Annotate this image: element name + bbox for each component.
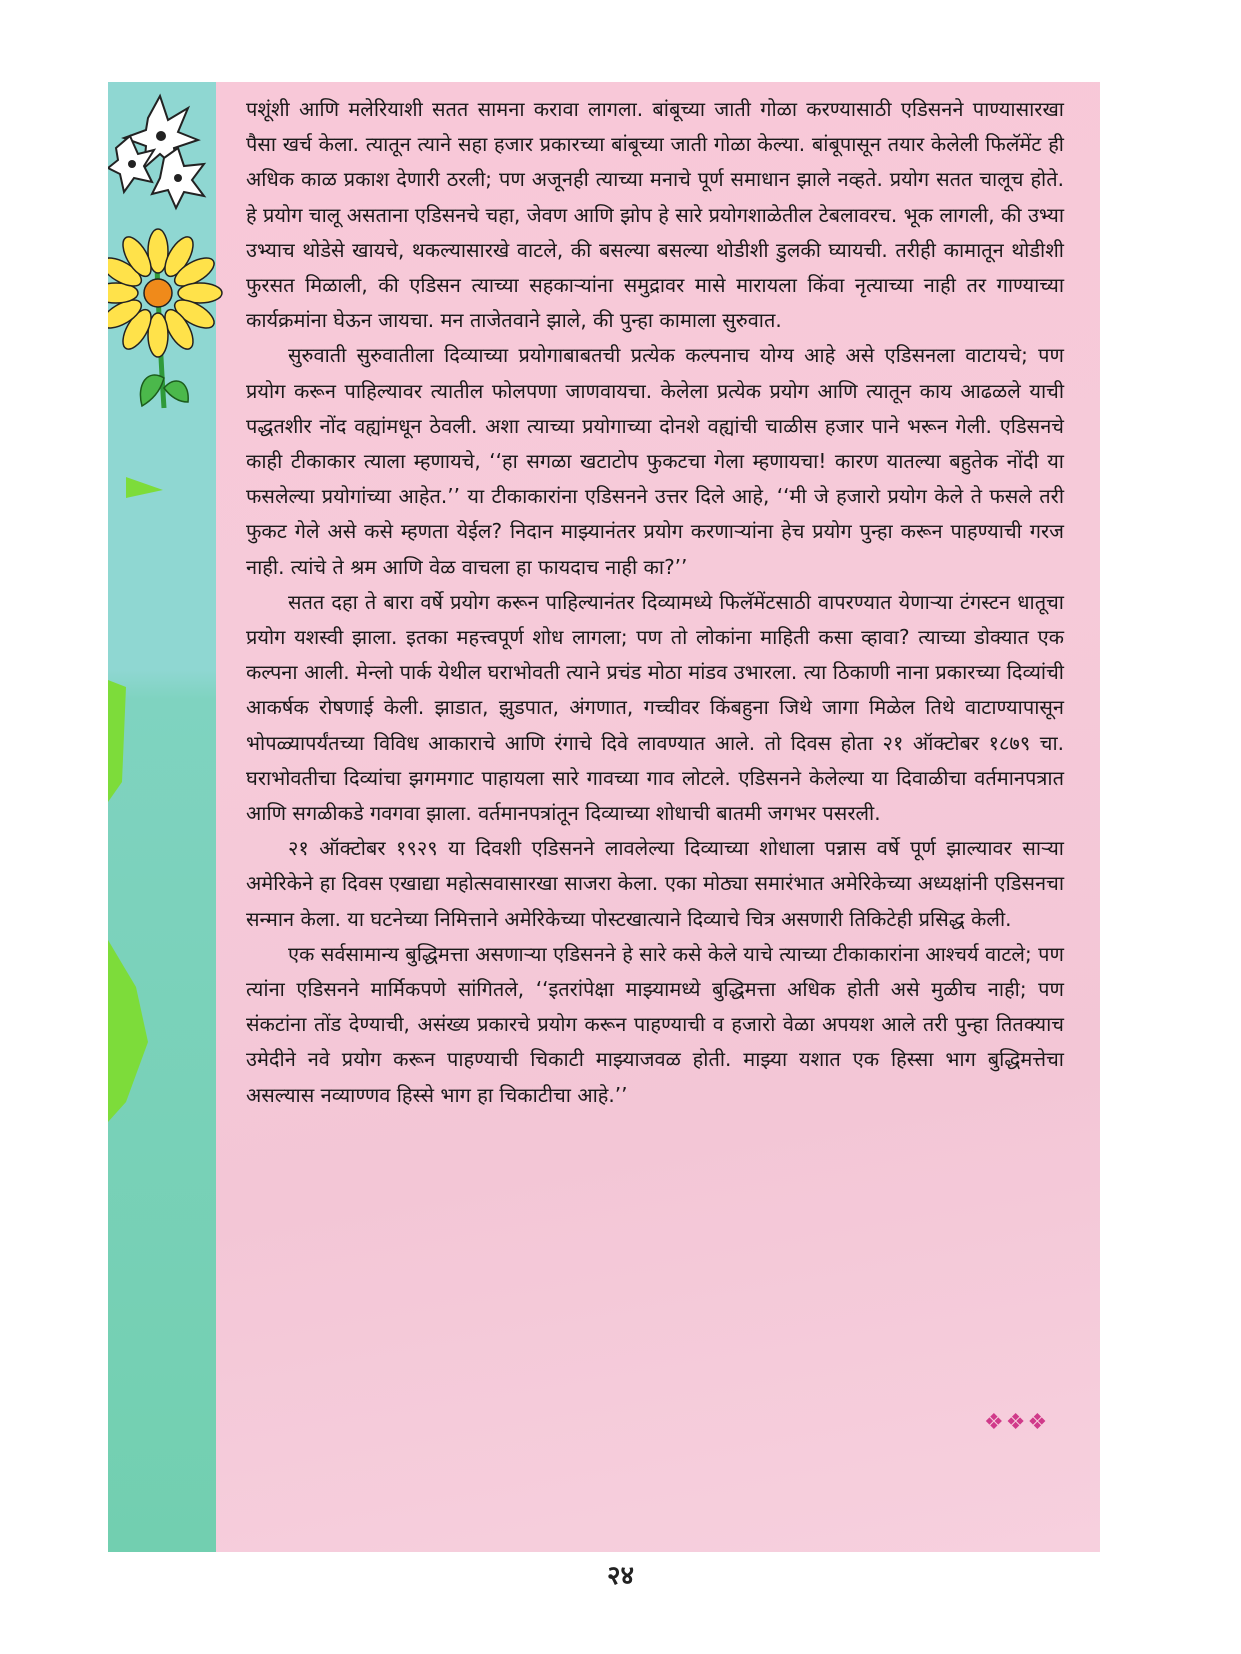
paragraph: पशूंशी आणि मलेरियाशी सतत सामना करावा लागला. बांबूच्या जाती गोळा करण्यासाठी एडिसनने पाण्यासारखा पैसा खर्च केला. त्यातून त्याने सहा हजार प्रकारच्या बांबूच्या जाती गोळा केल्या. बांबूपासून तयार केलेली फिलॅमेंट ही अधिक काळ प्रकाश देणारी ठरली; पण अजूनही त्याच्या मनाचे पूर्ण समाधान झाले नव्हते. प्रयोग सतत चालूच होते. हे प्रयोग चालू असताना एडिसनचे चहा, जेवण आणि झोप हे सारे प्रयोगशाळेतील टेबलावरच. भूक लागली, की उभ्या उभ्याच थोडेसे खायचे, थकल्यासारखे वाटले, की बसल्या बसल्या थोडीशी डुलकी घ्यायची. तरीही कामातून थोडीशी फुरसत मिळाली, की एडिसन त्याच्या सहकाऱ्यांना समुद्रावर मासे मारायला किंवा नृत्याच्या नाही तर गाण्याच्या कार्यक्रमांना घेऊन जायचा. मन ताजेतवाने झाले, की पुन्हा कामाला सुरुवात. — [246, 97, 1064, 333]
paragraph: सतत दहा ते बारा वर्षे प्रयोग करून पाहिल्यानंतर दिव्यामध्ये फिलॅमेंटसाठी वापरण्यात येणाऱ्या टंगस्टन धातूचा प्रयोग यशस्वी झाला. इतका महत्त्वपूर्ण शोध लागला; पण तो लोकांना माहिती कसा व्हावा? त्याच्या डोक्यात एक कल्पना आली. मेन्लो पार्क येथील घराभोवती त्याने प्रचंड मोठा मांडव उभारला. त्या ठिकाणी नाना प्रकारच्या दिव्यांची आकर्षक रोषणाई केली. झाडात, झुडपात, अंगणात, गच्चीवर किंबहुना जिथे जागा मिळेल तिथे वाटाण्यापासून भोपळ्यापर्यंतच्या विविध आकाराचे आणि रंगाचे दिवे लावण्यात आले. तो दिवस होता २१ ऑक्टोबर १८७९ चा. घराभोवतीचा दिव्यांचा झगमगाट पाहायला सारे गावच्या गाव लोटले. एडिसनने केलेल्या या दिवाळीचा वर्तमानपत्रात आणि सगळीकडे गवगवा झाला. वर्तमानपत्रांतून दिव्याच्या शोधाची बातमी जगभर पसरली. — [246, 589, 1064, 826]
page-number: २४ — [606, 1561, 635, 1591]
ornament-icon: ❖❖❖ — [984, 1410, 1050, 1435]
paragraph: एक सर्वसामान्य बुद्धिमत्ता असणाऱ्या एडिसनने हे सारे कसे केले याचे त्याच्या टीकाकारांना आश्चर्य वाटले; पण त्यांना एडिसनने मार्मिकपणे सांगितले, ‘‘इतरांपेक्षा माझ्यामध्ये बुद्धिमत्ता अधिक होती असे मुळीच नाही; पण संकटांना तोंड देण्याची, असंख्य प्रकारचे प्रयोग करून पाहण्याची व हजारो वेळा अपयश आले तरी पुन्हा तितक्याच उमेदीने नवे प्रयोग करून पाहण्याची चिकाटी माझ्याजवळ होती. माझ्या यशात एक हिस्सा भाग बुद्धिमत्तेचा असल्यास नव्याण्णव हिस्से भाग हा चिकाटीचा आहे.’’ — [246, 941, 1064, 1107]
paragraph: सुरुवाती सुरुवातीला दिव्याच्या प्रयोगाबाबतची प्रत्येक कल्पनाच योग्य आहे असे एडिसनला वाटायचे; पण प्रयोग करून पाहिल्यावर त्यातील फोलपणा जाणवायचा. केलेला प्रत्येक प्रयोग आणि त्यातून काय आढळले याची पद्धतशीर नोंद वह्यांमधून ठेवली. अशा त्याच्या प्रयोगाच्या दोनशे वह्यांची चाळीस हजार पाने भरून गेली. एडिसनचे काही टीकाकार त्याला म्हणायचे, ‘‘हा सगळा खटाटोप फुकटचा गेला म्हणायचा! कारण यातल्या बहुतेक नोंदी या फसलेल्या प्रयोगांच्या आहेत.’’ या टीकाकारांना एडिसनने उत्तर दिले आहे, ‘‘मी जे हजारो प्रयोग केले ते फसले तरी फुकट गेले असे कसे म्हणता येईल? निदान माझ्यानंतर प्रयोग करणाऱ्यांना हेच प्रयोग पुन्हा करून पाहण्याची गरज नाही. त्यांचे ते श्रम आणि वेळ वाचला हा फायदाच नाही का?’’ — [246, 343, 1064, 579]
flower-illustration-icon — [108, 88, 226, 433]
body-text — [246, 92, 1064, 1113]
paragraph: २१ ऑक्टोबर १९२९ या दिवशी एडिसनने लावलेल्या दिव्याच्या शोधाला पन्नास वर्षे पूर्ण झाल्यावर साऱ्या अमेरिकेने हा दिवस एखाद्या महोत्सवासारखा साजरा केला. एका मोठ्या समारंभात अमेरिकेच्या अध्यक्षांनी एडिसनचा सन्मान केला. या घटनेच्या निमित्ताने अमेरिकेच्या पोस्टखात्याने दिव्याचे चित्र असणारी तिकिटेही प्रसिद्ध केली. — [246, 836, 1064, 931]
